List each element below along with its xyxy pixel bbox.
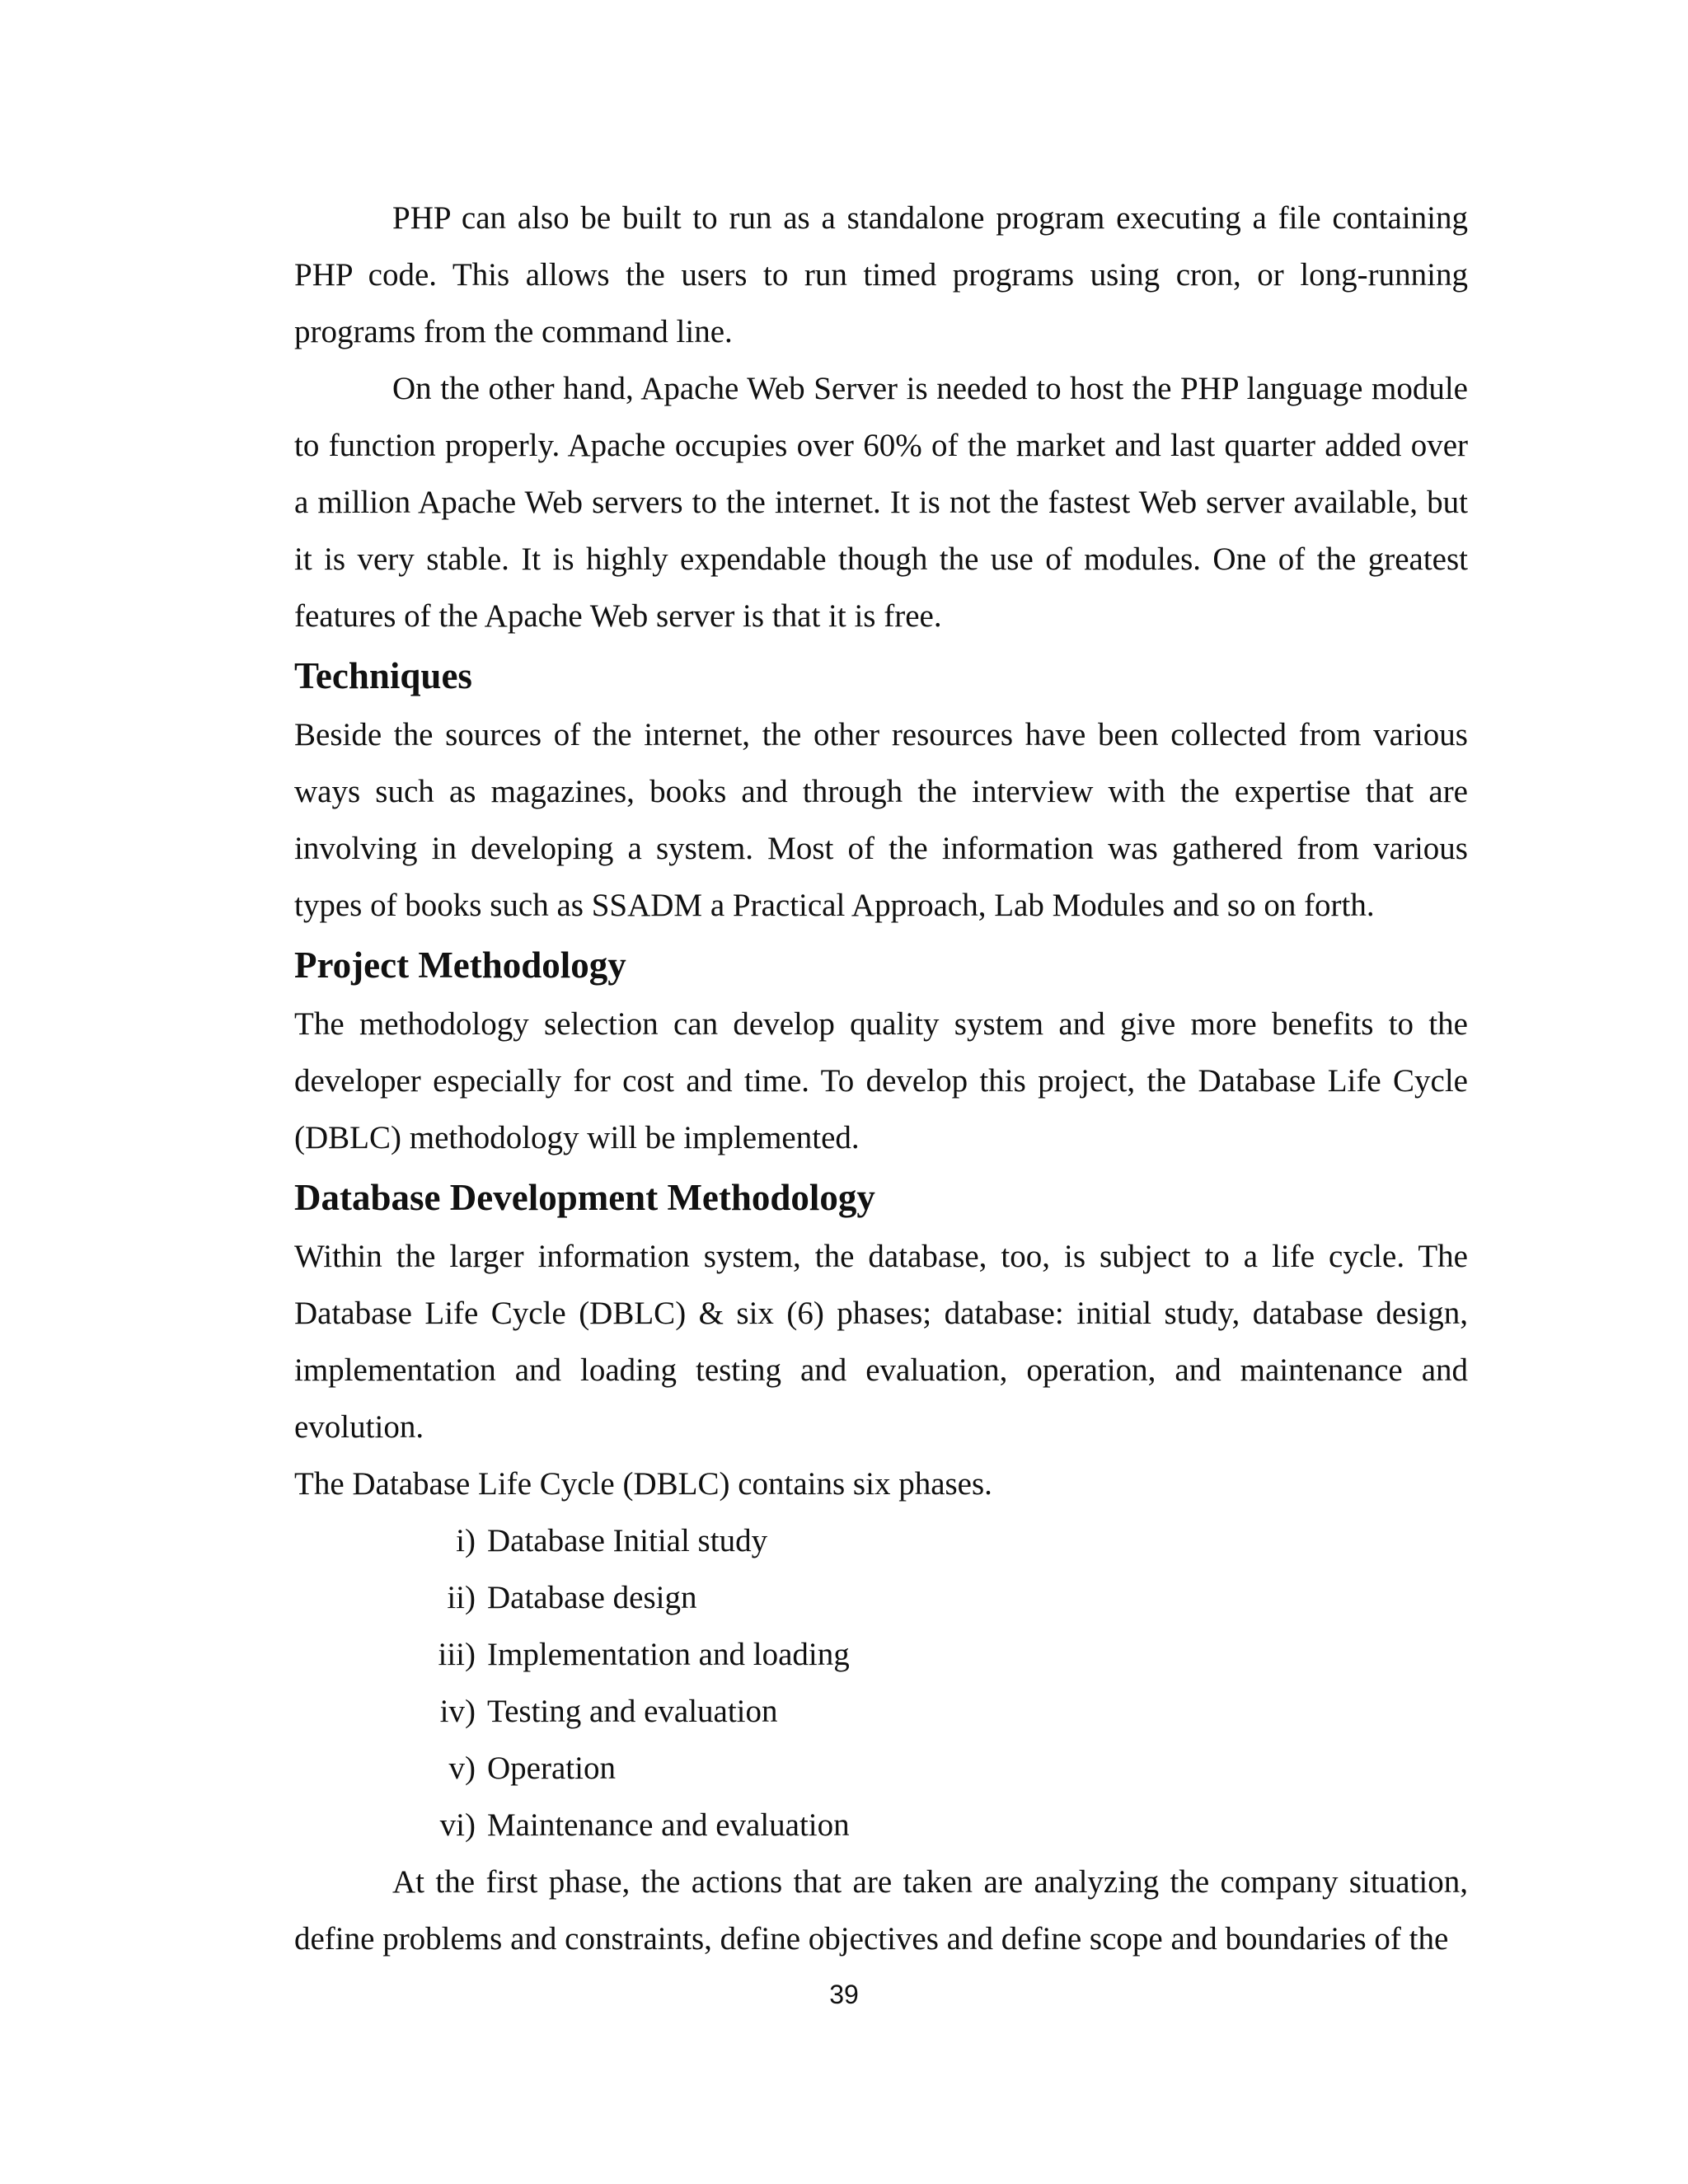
- paragraph-techniques: Beside the sources of the internet, the other resources have been collected from various ways such as magazines, books and through the interview with the expertise that are involving in developing a system. Most of the information was gathered from various types of books such as SSADM a Practical Approach, Lab Modules and so on forth.: [294, 717, 1468, 923]
- list-item: [426, 1512, 1468, 1569]
- list-item-number: v): [448, 1750, 476, 1786]
- list-item-number: i): [456, 1523, 476, 1558]
- list-item-label: Database design: [487, 1580, 697, 1615]
- paragraph-php-standalone: PHP can also be built to run as a standalone program executing a file containing PHP code. This allows the users to run timed programs using cron, or long-running programs from the command line.: [294, 200, 1468, 349]
- phase-list: [294, 1512, 1468, 1854]
- paragraph-dblc-intro: Within the larger information system, the database, too, is subject to a life cycle. The Database Life Cycle (DBLC) & six (6) phases; database: initial study, database design, implementation and loading testing and evaluation, operation, and maintenance and evolution.: [294, 1239, 1468, 1445]
- paragraph-first-phase: At the first phase, the actions that are taken are analyzing the company situation, define problems and constraints, define objectives and define scope and boundaries of the: [294, 1864, 1468, 1957]
- heading-project-methodology: Project Methodology: [294, 944, 626, 986]
- paragraph-project-methodology: The methodology selection can develop quality system and give more benefits to the developer especially for cost and time. To develop this project, the Database Life Cycle (DBLC) methodology will be implemented.: [294, 1006, 1468, 1155]
- list-item-label: Maintenance and evaluation: [487, 1807, 850, 1843]
- list-item: [426, 1683, 1468, 1740]
- list-item-label: Database Initial study: [487, 1523, 768, 1558]
- list-item: [426, 1797, 1468, 1854]
- list-item-number: iv): [439, 1694, 476, 1729]
- list-item-number: ii): [447, 1580, 476, 1615]
- heading-database-development-methodology: Database Development Methodology: [294, 1177, 875, 1218]
- list-item-label: Operation: [487, 1750, 616, 1786]
- list-item: [426, 1626, 1468, 1683]
- paragraph-apache: On the other hand, Apache Web Server is needed to host the PHP language module to function properly. Apache occupies over 60% of the market and last quarter added over a million Apache Web servers to the internet. It is not the fastest Web server available, but it is very stable. It is highly expendable though the use of modules. One of the greatest features of the Apache Web server is that it is free.: [294, 371, 1468, 634]
- heading-techniques: Techniques: [294, 655, 472, 696]
- list-item: [426, 1740, 1468, 1797]
- list-item: [426, 1569, 1468, 1626]
- paragraph-dblc-phases-intro: The Database Life Cycle (DBLC) contains six phases.: [294, 1466, 992, 1502]
- list-item-number: iii): [438, 1637, 476, 1672]
- list-item-label: Implementation and loading: [487, 1637, 850, 1672]
- page-number: 39: [829, 1980, 859, 2009]
- list-item-label: Testing and evaluation: [487, 1694, 778, 1729]
- document-body: [294, 190, 1468, 1967]
- list-item-number: vi): [439, 1807, 476, 1843]
